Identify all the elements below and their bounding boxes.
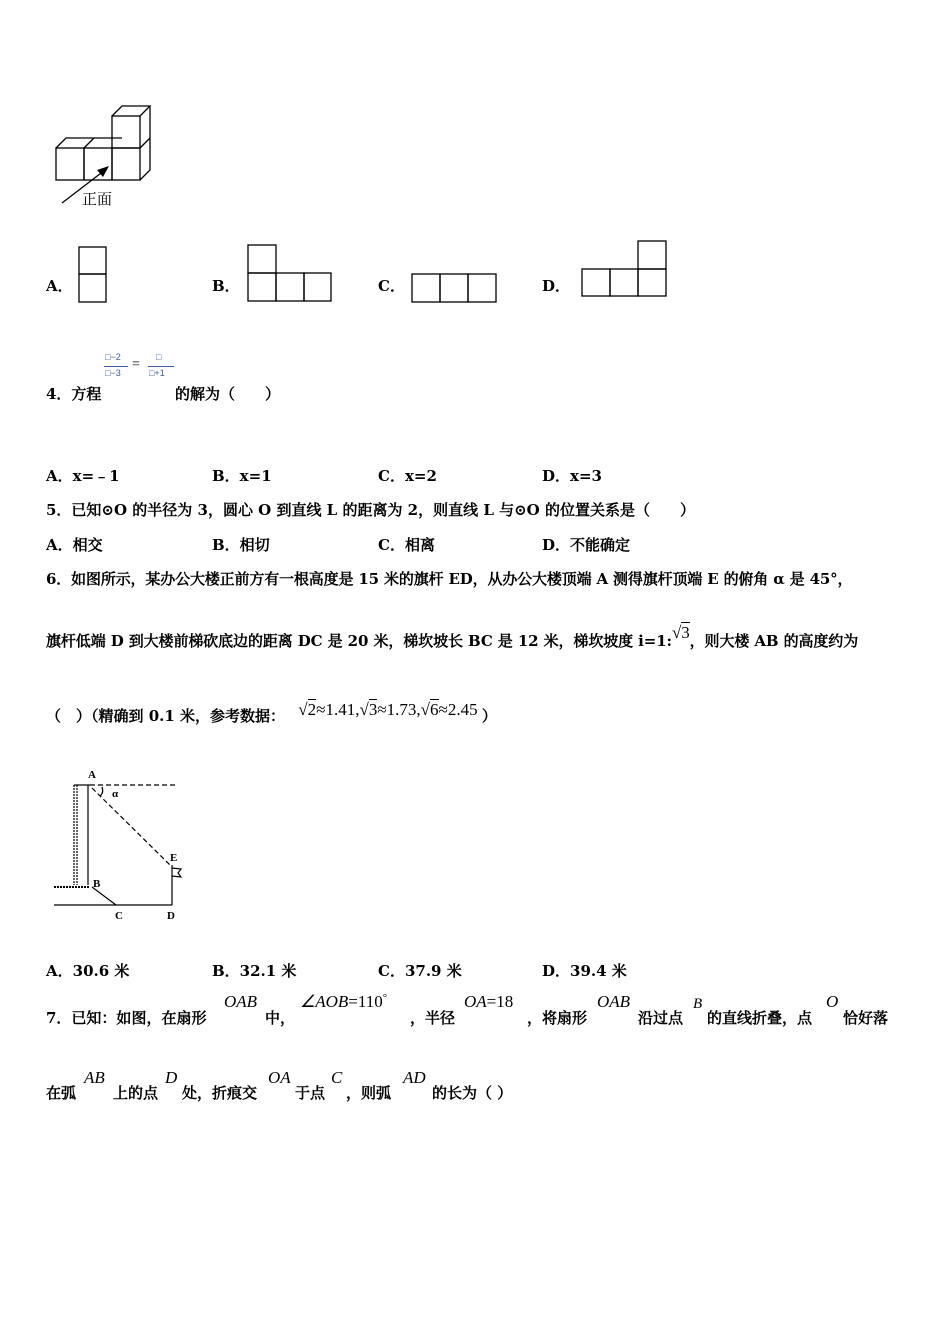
- q4-bar-left: [104, 366, 128, 367]
- option-c-figure: [410, 272, 502, 306]
- q7-m12: AD: [403, 1068, 426, 1087]
- label-c: C: [115, 910, 123, 922]
- q4-equals: =: [132, 357, 140, 372]
- q7-t4: ，将扇形: [527, 1009, 588, 1027]
- q4-option-a: A．x=﹣1: [46, 467, 120, 485]
- q7-t3: ，半径: [410, 1009, 456, 1027]
- q4-den-left: □−3: [105, 368, 121, 378]
- sqrt-icon: √: [359, 700, 369, 719]
- q7-m8: AB: [84, 1068, 105, 1087]
- q4-option-c: C．x=2: [378, 467, 437, 485]
- cubes-figure: [40, 100, 170, 215]
- q7-m2deg: °: [382, 992, 388, 1004]
- q7-t10: 处，折痕交: [182, 1084, 258, 1102]
- q6-line1: 6．如图所示，某办公大楼正前方有一根高度是 15 米的旗杆 ED，从办公大楼顶端 A 测得旗杆顶端 E 的俯角 α 是 45°，: [46, 570, 853, 588]
- q4-num-right: □: [156, 352, 162, 362]
- q5-text: 5．已知⊙O 的半径为 3，圆心 O 到直线 L 的距离为 2，则直线 L 与⊙O 的位置关系是（ ）: [46, 501, 695, 519]
- q6-line2-b: ，则大楼 AB 的高度约为: [689, 632, 859, 650]
- q5-option-c: C．相离: [378, 536, 435, 554]
- sqrt-icon: √: [672, 623, 682, 642]
- q5-option-d: D．不能确定: [542, 536, 631, 554]
- option-b-figure: [246, 243, 336, 305]
- option-a-figure: [78, 246, 110, 306]
- q4-option-d: D．x=3: [542, 467, 602, 485]
- option-a-label: A．: [46, 277, 73, 295]
- sqrt-icon: √: [420, 700, 430, 719]
- q7-m9: D: [165, 1068, 178, 1087]
- label-alpha: α: [112, 788, 119, 800]
- option-c-label: C．: [378, 277, 405, 295]
- q6-sqrt3-radicand: 3: [681, 623, 690, 642]
- q7-m4: OAB: [597, 992, 631, 1011]
- q7-t8: 在弧: [46, 1084, 77, 1102]
- q6-line3: [46, 700, 497, 726]
- q6-line2-a: 旗杆低端 D 到大楼前梯砍底边的距离 DC 是 20 米，梯坎坡长 BC 是 12 米，梯坎坡度 i=1:: [46, 632, 672, 650]
- q7-t2: 中，: [265, 1009, 296, 1027]
- front-label: 正面: [82, 190, 113, 208]
- q6-line2: [46, 623, 859, 651]
- building-figure: [50, 765, 190, 930]
- q7-m2-group: [300, 992, 387, 1012]
- q6-line3-a: （ ）（精确到 0.1 米，参考数据：: [46, 707, 286, 725]
- q6-option-a: A．30.6 米: [46, 962, 130, 980]
- q7-m6: O: [826, 992, 839, 1011]
- label-e: E: [170, 852, 178, 864]
- option-d-label: D．: [542, 277, 571, 295]
- option-d-figure: [580, 239, 672, 301]
- q7-t12: ，则弧: [346, 1084, 392, 1102]
- q4-num-left: □−2: [105, 352, 121, 362]
- option-b-label: B．: [212, 277, 240, 295]
- q7-t13: 的长为（ ）: [432, 1084, 513, 1102]
- q7-m1: OAB: [224, 992, 258, 1011]
- q4-bar-right: [148, 366, 174, 367]
- q7-m3b: =18: [486, 992, 514, 1011]
- label-b: B: [93, 878, 101, 890]
- q7-m3: OA: [464, 992, 487, 1011]
- q7-t5: 沿过点: [638, 1009, 684, 1027]
- q7-t9: 上的点: [113, 1084, 159, 1102]
- q4-den-right: □+1: [149, 368, 165, 378]
- q7-t6: 的直线折叠，点: [707, 1009, 813, 1027]
- q5-option-a: A．相交: [46, 536, 103, 554]
- q6-option-d: D．39.4 米: [542, 962, 627, 980]
- q7-m3-group: [464, 992, 513, 1012]
- q6-option-c: C．37.9 米: [378, 962, 462, 980]
- q7-m11: C: [331, 1068, 343, 1087]
- q7-t7: 恰好落: [843, 1009, 889, 1027]
- q5-option-b: B．相切: [212, 536, 270, 554]
- q6-option-b: B．32.1 米: [212, 962, 297, 980]
- q4-option-b: B．x=1: [212, 467, 272, 485]
- q7-m5: B: [693, 996, 703, 1012]
- q7-m2: ∠AOB: [300, 992, 349, 1011]
- q4-suffix: 的解为（ ）: [175, 385, 281, 403]
- q6-line3-b: ）: [481, 707, 497, 725]
- label-d: D: [167, 910, 175, 922]
- q7-t11: 于点: [295, 1084, 326, 1102]
- q6-reference-data: √2≈1.41,√3≈1.73,√6≈2.45: [298, 700, 478, 719]
- sqrt-icon: √: [298, 700, 308, 719]
- label-a: A: [88, 769, 96, 781]
- q7-t1: 7．已知：如图，在扇形: [46, 1009, 207, 1027]
- q4-prefix: 4．方程: [46, 385, 102, 403]
- q7-m10: OA: [268, 1068, 291, 1087]
- q7-m2b: =110: [348, 992, 383, 1011]
